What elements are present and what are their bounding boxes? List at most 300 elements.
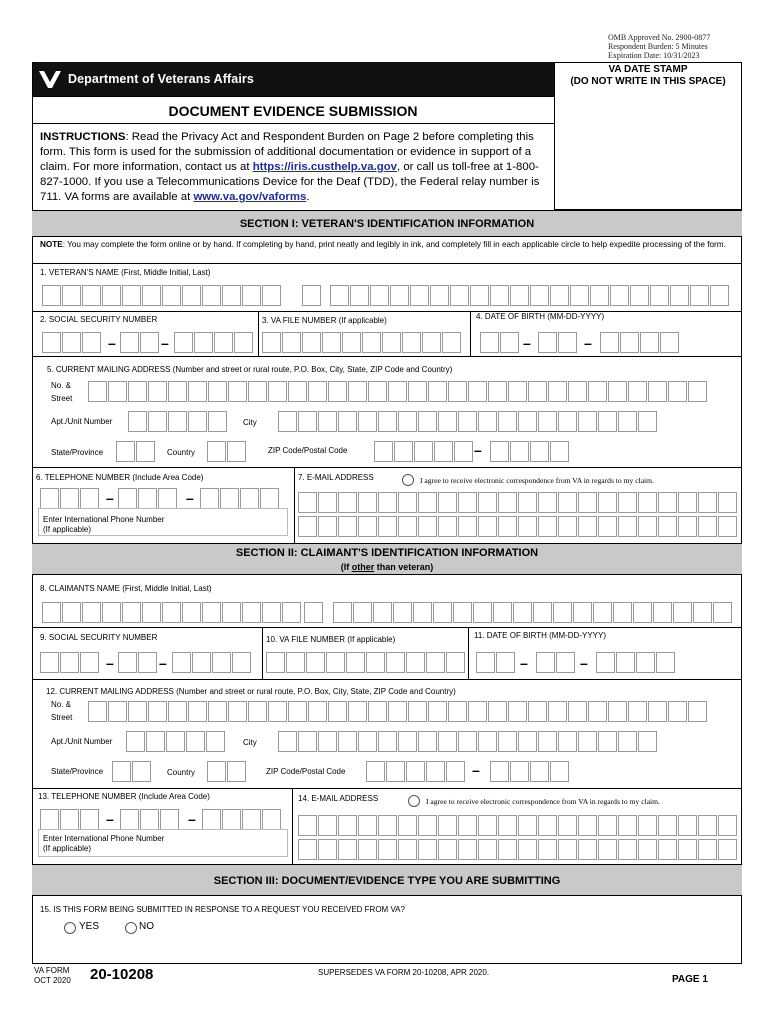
character-box[interactable] — [428, 701, 447, 722]
claimant-ssn-part-2[interactable] — [118, 652, 158, 673]
character-box[interactable] — [518, 815, 537, 836]
character-box[interactable] — [433, 602, 452, 623]
claimant-phone-area[interactable] — [40, 809, 100, 830]
character-box[interactable] — [618, 492, 637, 513]
claimant-country-field[interactable] — [207, 761, 247, 782]
veteran-apt-field[interactable] — [128, 411, 228, 432]
claimant-dob-month[interactable] — [476, 652, 516, 673]
veteran-ssn-part-1[interactable] — [42, 332, 102, 353]
veteran-last-name-field[interactable] — [330, 285, 730, 306]
veteran-phone-area[interactable] — [40, 488, 100, 509]
character-box[interactable] — [688, 381, 707, 402]
character-box[interactable] — [318, 815, 337, 836]
character-box[interactable] — [202, 602, 221, 623]
character-box[interactable] — [368, 381, 387, 402]
character-box[interactable] — [148, 701, 167, 722]
character-box[interactable] — [568, 381, 587, 402]
character-box[interactable] — [470, 285, 489, 306]
character-box[interactable] — [528, 701, 547, 722]
character-box[interactable] — [578, 411, 597, 432]
character-box[interactable] — [286, 652, 305, 673]
character-box[interactable] — [182, 602, 201, 623]
character-box[interactable] — [142, 602, 161, 623]
character-box[interactable] — [227, 441, 246, 462]
character-box[interactable] — [373, 602, 392, 623]
character-box[interactable] — [678, 839, 697, 860]
character-box[interactable] — [298, 492, 317, 513]
character-box[interactable] — [60, 488, 79, 509]
character-box[interactable] — [548, 701, 567, 722]
character-box[interactable] — [122, 602, 141, 623]
character-box[interactable] — [476, 652, 495, 673]
character-box[interactable] — [593, 602, 612, 623]
veteran-zip-extension-field[interactable] — [490, 441, 570, 462]
character-box[interactable] — [438, 839, 457, 860]
character-box[interactable] — [242, 285, 261, 306]
character-box[interactable] — [530, 285, 549, 306]
character-box[interactable] — [398, 731, 417, 752]
character-box[interactable] — [228, 701, 247, 722]
character-box[interactable] — [302, 285, 321, 306]
character-box[interactable] — [538, 492, 557, 513]
character-box[interactable] — [82, 332, 101, 353]
character-box[interactable] — [174, 332, 193, 353]
character-box[interactable] — [568, 701, 587, 722]
character-box[interactable] — [446, 652, 465, 673]
intl-phone-field[interactable] — [38, 508, 288, 536]
claimant-email-consent-radio[interactable] — [408, 795, 420, 807]
character-box[interactable] — [182, 285, 201, 306]
character-box[interactable] — [382, 332, 401, 353]
character-box[interactable] — [458, 839, 477, 860]
character-box[interactable] — [282, 602, 301, 623]
character-box[interactable] — [608, 701, 627, 722]
character-box[interactable] — [398, 492, 417, 513]
character-box[interactable] — [488, 381, 507, 402]
character-box[interactable] — [358, 516, 377, 537]
character-box[interactable] — [112, 761, 131, 782]
character-box[interactable] — [136, 441, 155, 462]
character-box[interactable] — [160, 809, 179, 830]
character-box[interactable] — [618, 839, 637, 860]
character-box[interactable] — [358, 731, 377, 752]
character-box[interactable] — [536, 652, 555, 673]
character-box[interactable] — [318, 492, 337, 513]
character-box[interactable] — [208, 701, 227, 722]
character-box[interactable] — [710, 285, 729, 306]
character-box[interactable] — [192, 652, 211, 673]
character-box[interactable] — [438, 731, 457, 752]
character-box[interactable] — [673, 602, 692, 623]
character-box[interactable] — [498, 731, 517, 752]
character-box[interactable] — [326, 652, 345, 673]
character-box[interactable] — [222, 809, 241, 830]
character-box[interactable] — [478, 839, 497, 860]
character-box[interactable] — [558, 815, 577, 836]
character-box[interactable] — [458, 492, 477, 513]
character-box[interactable] — [40, 488, 59, 509]
character-box[interactable] — [220, 488, 239, 509]
veteran-dob-day[interactable] — [538, 332, 578, 353]
character-box[interactable] — [648, 701, 667, 722]
character-box[interactable] — [194, 332, 213, 353]
character-box[interactable] — [82, 285, 101, 306]
character-box[interactable] — [370, 285, 389, 306]
character-box[interactable] — [248, 381, 267, 402]
character-box[interactable] — [578, 516, 597, 537]
character-box[interactable] — [222, 602, 241, 623]
character-box[interactable] — [166, 731, 185, 752]
character-box[interactable] — [118, 488, 137, 509]
claimant-ssn-part-1[interactable] — [40, 652, 100, 673]
character-box[interactable] — [338, 731, 357, 752]
character-box[interactable] — [550, 761, 569, 782]
character-box[interactable] — [618, 815, 637, 836]
character-box[interactable] — [418, 411, 437, 432]
character-box[interactable] — [62, 332, 81, 353]
character-box[interactable] — [578, 492, 597, 513]
character-box[interactable] — [393, 602, 412, 623]
character-box[interactable] — [628, 701, 647, 722]
claimant-state-field[interactable] — [112, 761, 152, 782]
character-box[interactable] — [530, 761, 549, 782]
character-box[interactable] — [188, 411, 207, 432]
character-box[interactable] — [206, 731, 225, 752]
character-box[interactable] — [598, 516, 617, 537]
character-box[interactable] — [422, 332, 441, 353]
character-box[interactable] — [88, 381, 107, 402]
q15-yes-radio[interactable] — [64, 922, 76, 934]
character-box[interactable] — [366, 652, 385, 673]
character-box[interactable] — [518, 516, 537, 537]
character-box[interactable] — [500, 332, 519, 353]
intl-phone-field[interactable] — [38, 829, 288, 857]
character-box[interactable] — [288, 381, 307, 402]
character-box[interactable] — [446, 761, 465, 782]
character-box[interactable] — [330, 285, 349, 306]
character-box[interactable] — [116, 441, 135, 462]
character-box[interactable] — [458, 815, 477, 836]
character-box[interactable] — [598, 839, 617, 860]
character-box[interactable] — [638, 815, 657, 836]
character-box[interactable] — [508, 381, 527, 402]
claimant-middle-initial-field[interactable] — [304, 602, 324, 623]
character-box[interactable] — [338, 516, 357, 537]
character-box[interactable] — [553, 602, 572, 623]
character-box[interactable] — [498, 411, 517, 432]
character-box[interactable] — [638, 411, 657, 432]
veteran-dob-month[interactable] — [480, 332, 520, 353]
character-box[interactable] — [214, 332, 233, 353]
character-box[interactable] — [398, 411, 417, 432]
character-box[interactable] — [518, 492, 537, 513]
character-box[interactable] — [550, 441, 569, 462]
claimant-dob-day[interactable] — [536, 652, 576, 673]
character-box[interactable] — [658, 839, 677, 860]
character-box[interactable] — [408, 381, 427, 402]
character-box[interactable] — [620, 332, 639, 353]
character-box[interactable] — [298, 516, 317, 537]
character-box[interactable] — [306, 652, 325, 673]
character-box[interactable] — [353, 602, 372, 623]
character-box[interactable] — [648, 381, 667, 402]
character-box[interactable] — [518, 411, 537, 432]
character-box[interactable] — [496, 652, 515, 673]
character-box[interactable] — [222, 285, 241, 306]
character-box[interactable] — [678, 516, 697, 537]
character-box[interactable] — [62, 602, 81, 623]
character-box[interactable] — [207, 761, 226, 782]
character-box[interactable] — [128, 701, 147, 722]
character-box[interactable] — [653, 602, 672, 623]
character-box[interactable] — [618, 516, 637, 537]
vaforms-link[interactable]: www.va.gov/vaforms — [193, 191, 307, 203]
character-box[interactable] — [368, 701, 387, 722]
character-box[interactable] — [613, 602, 632, 623]
character-box[interactable] — [158, 488, 177, 509]
character-box[interactable] — [118, 652, 137, 673]
character-box[interactable] — [668, 381, 687, 402]
character-box[interactable] — [390, 285, 409, 306]
veteran-email-consent-radio[interactable] — [402, 474, 414, 486]
character-box[interactable] — [42, 602, 61, 623]
character-box[interactable] — [358, 492, 377, 513]
character-box[interactable] — [388, 701, 407, 722]
claimant-email-line-2[interactable] — [298, 839, 738, 860]
claimant-last-name-field[interactable] — [333, 602, 733, 623]
character-box[interactable] — [490, 285, 509, 306]
character-box[interactable] — [478, 411, 497, 432]
character-box[interactable] — [322, 332, 341, 353]
character-box[interactable] — [402, 332, 421, 353]
character-box[interactable] — [212, 652, 231, 673]
character-box[interactable] — [548, 381, 567, 402]
character-box[interactable] — [388, 381, 407, 402]
character-box[interactable] — [698, 516, 717, 537]
character-box[interactable] — [122, 285, 141, 306]
character-box[interactable] — [518, 839, 537, 860]
character-box[interactable] — [596, 652, 615, 673]
character-box[interactable] — [616, 652, 635, 673]
veteran-file-number-field[interactable] — [262, 332, 462, 353]
character-box[interactable] — [378, 516, 397, 537]
character-box[interactable] — [378, 411, 397, 432]
character-box[interactable] — [378, 492, 397, 513]
character-box[interactable] — [468, 701, 487, 722]
character-box[interactable] — [304, 602, 323, 623]
character-box[interactable] — [240, 488, 259, 509]
character-box[interactable] — [558, 332, 577, 353]
character-box[interactable] — [718, 516, 737, 537]
character-box[interactable] — [80, 652, 99, 673]
iris-link[interactable]: https://iris.custhelp.va.gov — [252, 161, 398, 173]
character-box[interactable] — [142, 285, 161, 306]
character-box[interactable] — [473, 602, 492, 623]
character-box[interactable] — [88, 701, 107, 722]
character-box[interactable] — [278, 731, 297, 752]
character-box[interactable] — [538, 516, 557, 537]
veteran-first-name-field[interactable] — [42, 285, 282, 306]
character-box[interactable] — [698, 839, 717, 860]
character-box[interactable] — [418, 839, 437, 860]
character-box[interactable] — [510, 285, 529, 306]
character-box[interactable] — [718, 492, 737, 513]
veteran-dob-year[interactable] — [600, 332, 680, 353]
character-box[interactable] — [538, 731, 557, 752]
claimant-phone-prefix[interactable] — [120, 809, 180, 830]
character-box[interactable] — [338, 492, 357, 513]
character-box[interactable] — [556, 652, 575, 673]
character-box[interactable] — [498, 839, 517, 860]
character-box[interactable] — [333, 602, 352, 623]
character-box[interactable] — [638, 731, 657, 752]
character-box[interactable] — [718, 839, 737, 860]
character-box[interactable] — [588, 701, 607, 722]
character-box[interactable] — [550, 285, 569, 306]
character-box[interactable] — [262, 602, 281, 623]
character-box[interactable] — [138, 652, 157, 673]
character-box[interactable] — [342, 332, 361, 353]
character-box[interactable] — [298, 839, 317, 860]
character-box[interactable] — [414, 441, 433, 462]
character-box[interactable] — [493, 602, 512, 623]
character-box[interactable] — [398, 815, 417, 836]
character-box[interactable] — [668, 701, 687, 722]
character-box[interactable] — [510, 761, 529, 782]
character-box[interactable] — [386, 761, 405, 782]
character-box[interactable] — [378, 839, 397, 860]
character-box[interactable] — [498, 815, 517, 836]
claimant-phone-line[interactable] — [202, 809, 282, 830]
character-box[interactable] — [128, 411, 147, 432]
veteran-email-line-1[interactable] — [298, 492, 738, 513]
character-box[interactable] — [288, 701, 307, 722]
character-box[interactable] — [278, 411, 297, 432]
character-box[interactable] — [558, 839, 577, 860]
character-box[interactable] — [308, 381, 327, 402]
character-box[interactable] — [378, 731, 397, 752]
character-box[interactable] — [146, 731, 165, 752]
character-box[interactable] — [454, 441, 473, 462]
character-box[interactable] — [282, 332, 301, 353]
character-box[interactable] — [227, 761, 246, 782]
character-box[interactable] — [172, 652, 191, 673]
claimant-city-field[interactable] — [278, 731, 658, 752]
character-box[interactable] — [678, 815, 697, 836]
character-box[interactable] — [338, 411, 357, 432]
character-box[interactable] — [693, 602, 712, 623]
character-box[interactable] — [618, 411, 637, 432]
character-box[interactable] — [242, 602, 261, 623]
character-box[interactable] — [108, 381, 127, 402]
character-box[interactable] — [418, 731, 437, 752]
character-box[interactable] — [62, 285, 81, 306]
character-box[interactable] — [338, 815, 357, 836]
character-box[interactable] — [438, 492, 457, 513]
character-box[interactable] — [268, 381, 287, 402]
character-box[interactable] — [126, 731, 145, 752]
character-box[interactable] — [262, 285, 281, 306]
character-box[interactable] — [374, 441, 393, 462]
character-box[interactable] — [268, 701, 287, 722]
veteran-phone-line[interactable] — [200, 488, 280, 509]
character-box[interactable] — [533, 602, 552, 623]
character-box[interactable] — [688, 701, 707, 722]
character-box[interactable] — [362, 332, 381, 353]
character-box[interactable] — [638, 492, 657, 513]
character-box[interactable] — [558, 492, 577, 513]
character-box[interactable] — [448, 701, 467, 722]
character-box[interactable] — [538, 815, 557, 836]
character-box[interactable] — [458, 731, 477, 752]
character-box[interactable] — [628, 381, 647, 402]
character-box[interactable] — [468, 381, 487, 402]
character-box[interactable] — [713, 602, 732, 623]
character-box[interactable] — [480, 332, 499, 353]
character-box[interactable] — [398, 516, 417, 537]
character-box[interactable] — [698, 815, 717, 836]
character-box[interactable] — [406, 652, 425, 673]
character-box[interactable] — [82, 602, 101, 623]
character-box[interactable] — [398, 839, 417, 860]
character-box[interactable] — [120, 332, 139, 353]
claimant-file-number-field[interactable] — [266, 652, 466, 673]
character-box[interactable] — [60, 652, 79, 673]
character-box[interactable] — [42, 332, 61, 353]
character-box[interactable] — [590, 285, 609, 306]
character-box[interactable] — [498, 492, 517, 513]
character-box[interactable] — [598, 411, 617, 432]
character-box[interactable] — [658, 492, 677, 513]
character-box[interactable] — [366, 761, 385, 782]
character-box[interactable] — [718, 815, 737, 836]
character-box[interactable] — [42, 285, 61, 306]
veteran-state-field[interactable] — [116, 441, 156, 462]
character-box[interactable] — [140, 332, 159, 353]
character-box[interactable] — [413, 602, 432, 623]
character-box[interactable] — [598, 731, 617, 752]
character-box[interactable] — [528, 381, 547, 402]
character-box[interactable] — [208, 381, 227, 402]
character-box[interactable] — [558, 516, 577, 537]
character-box[interactable] — [318, 516, 337, 537]
character-box[interactable] — [488, 701, 507, 722]
character-box[interactable] — [610, 285, 629, 306]
character-box[interactable] — [510, 441, 529, 462]
character-box[interactable] — [478, 731, 497, 752]
character-box[interactable] — [633, 602, 652, 623]
claimant-apt-field[interactable] — [126, 731, 226, 752]
character-box[interactable] — [232, 652, 251, 673]
character-box[interactable] — [428, 381, 447, 402]
character-box[interactable] — [102, 602, 121, 623]
character-box[interactable] — [418, 492, 437, 513]
character-box[interactable] — [40, 809, 59, 830]
character-box[interactable] — [102, 285, 121, 306]
character-box[interactable] — [406, 761, 425, 782]
character-box[interactable] — [426, 652, 445, 673]
character-box[interactable] — [168, 701, 187, 722]
veteran-zip-field[interactable] — [374, 441, 474, 462]
character-box[interactable] — [132, 761, 151, 782]
claimant-zip-extension-field[interactable] — [490, 761, 570, 782]
character-box[interactable] — [186, 731, 205, 752]
character-box[interactable] — [448, 381, 467, 402]
character-box[interactable] — [208, 411, 227, 432]
character-box[interactable] — [318, 731, 337, 752]
character-box[interactable] — [442, 332, 461, 353]
character-box[interactable] — [698, 492, 717, 513]
